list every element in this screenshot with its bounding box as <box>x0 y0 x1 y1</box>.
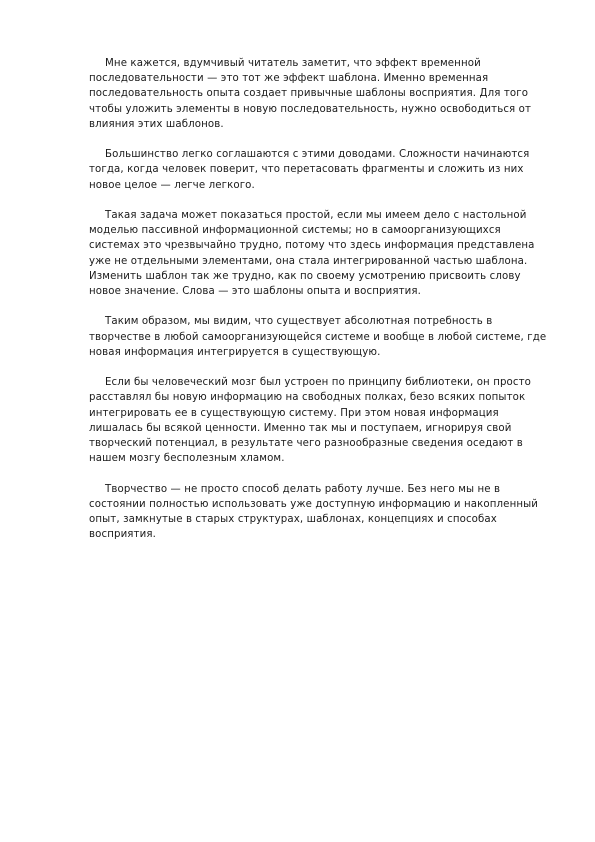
paragraph-2: Большинство легко соглашаются с этими доводами. Сложности начинаются тогда, когда человек поверит, что перетасовать фрагменты и сложить из них новое целое — легче легкого. <box>89 149 530 191</box>
paragraph-4: Таким образом, мы видим, что существует абсолютная потребность в творчестве в любой самоорганизующейся системе и вообще в любой системе, где новая информация интегрируется в существующую. <box>89 316 547 358</box>
body-text <box>89 56 553 558</box>
paragraph-3: Такая задача может показаться простой, если мы имеем дело с настольной моделью пассивной информационной системы; но в самоорганизующихся системах это чрезвычайно трудно, потому что здесь информация представлена уже не отдельными элементами, она стала интегрированной частью шаблона. Изменить шаблон так же трудно, как по своему усмотрению присвоить слову новое значение. Слова — это шаблоны опыта и восприятия. <box>89 210 535 298</box>
paragraph-5: Если бы человеческий мозг был устроен по принципу библиотеки, он просто расставлял бы новую информацию на свободных полках, безо всяких попыток интегрировать ее в существующую систему. При этом новая информация лишалась бы всякой ценности. Именно так мы и поступаем, игнорируя свой творческий потенциал, в результате чего разнообразные сведения оседают в нашем мозгу бесполезным хламом. <box>89 377 532 465</box>
paragraph-6: Творчество — не просто способ делать работу лучше. Без него мы не в состоянии полностью использовать уже доступную информацию и накопленный опыт, замкнутые в старых структурах, шаблонах, концепциях и способах восприятия. <box>89 483 539 541</box>
paragraph-1: Мне кажется, вдумчивый читатель заметит, что эффект временной последовательности — это тот же эффект шаблона. Именно временная последовательность опыта создает привычные шаблоны восприятия. Для того чтобы уложить элементы в новую последовательность, нужно освободиться от влияния этих шаблонов. <box>89 58 532 130</box>
